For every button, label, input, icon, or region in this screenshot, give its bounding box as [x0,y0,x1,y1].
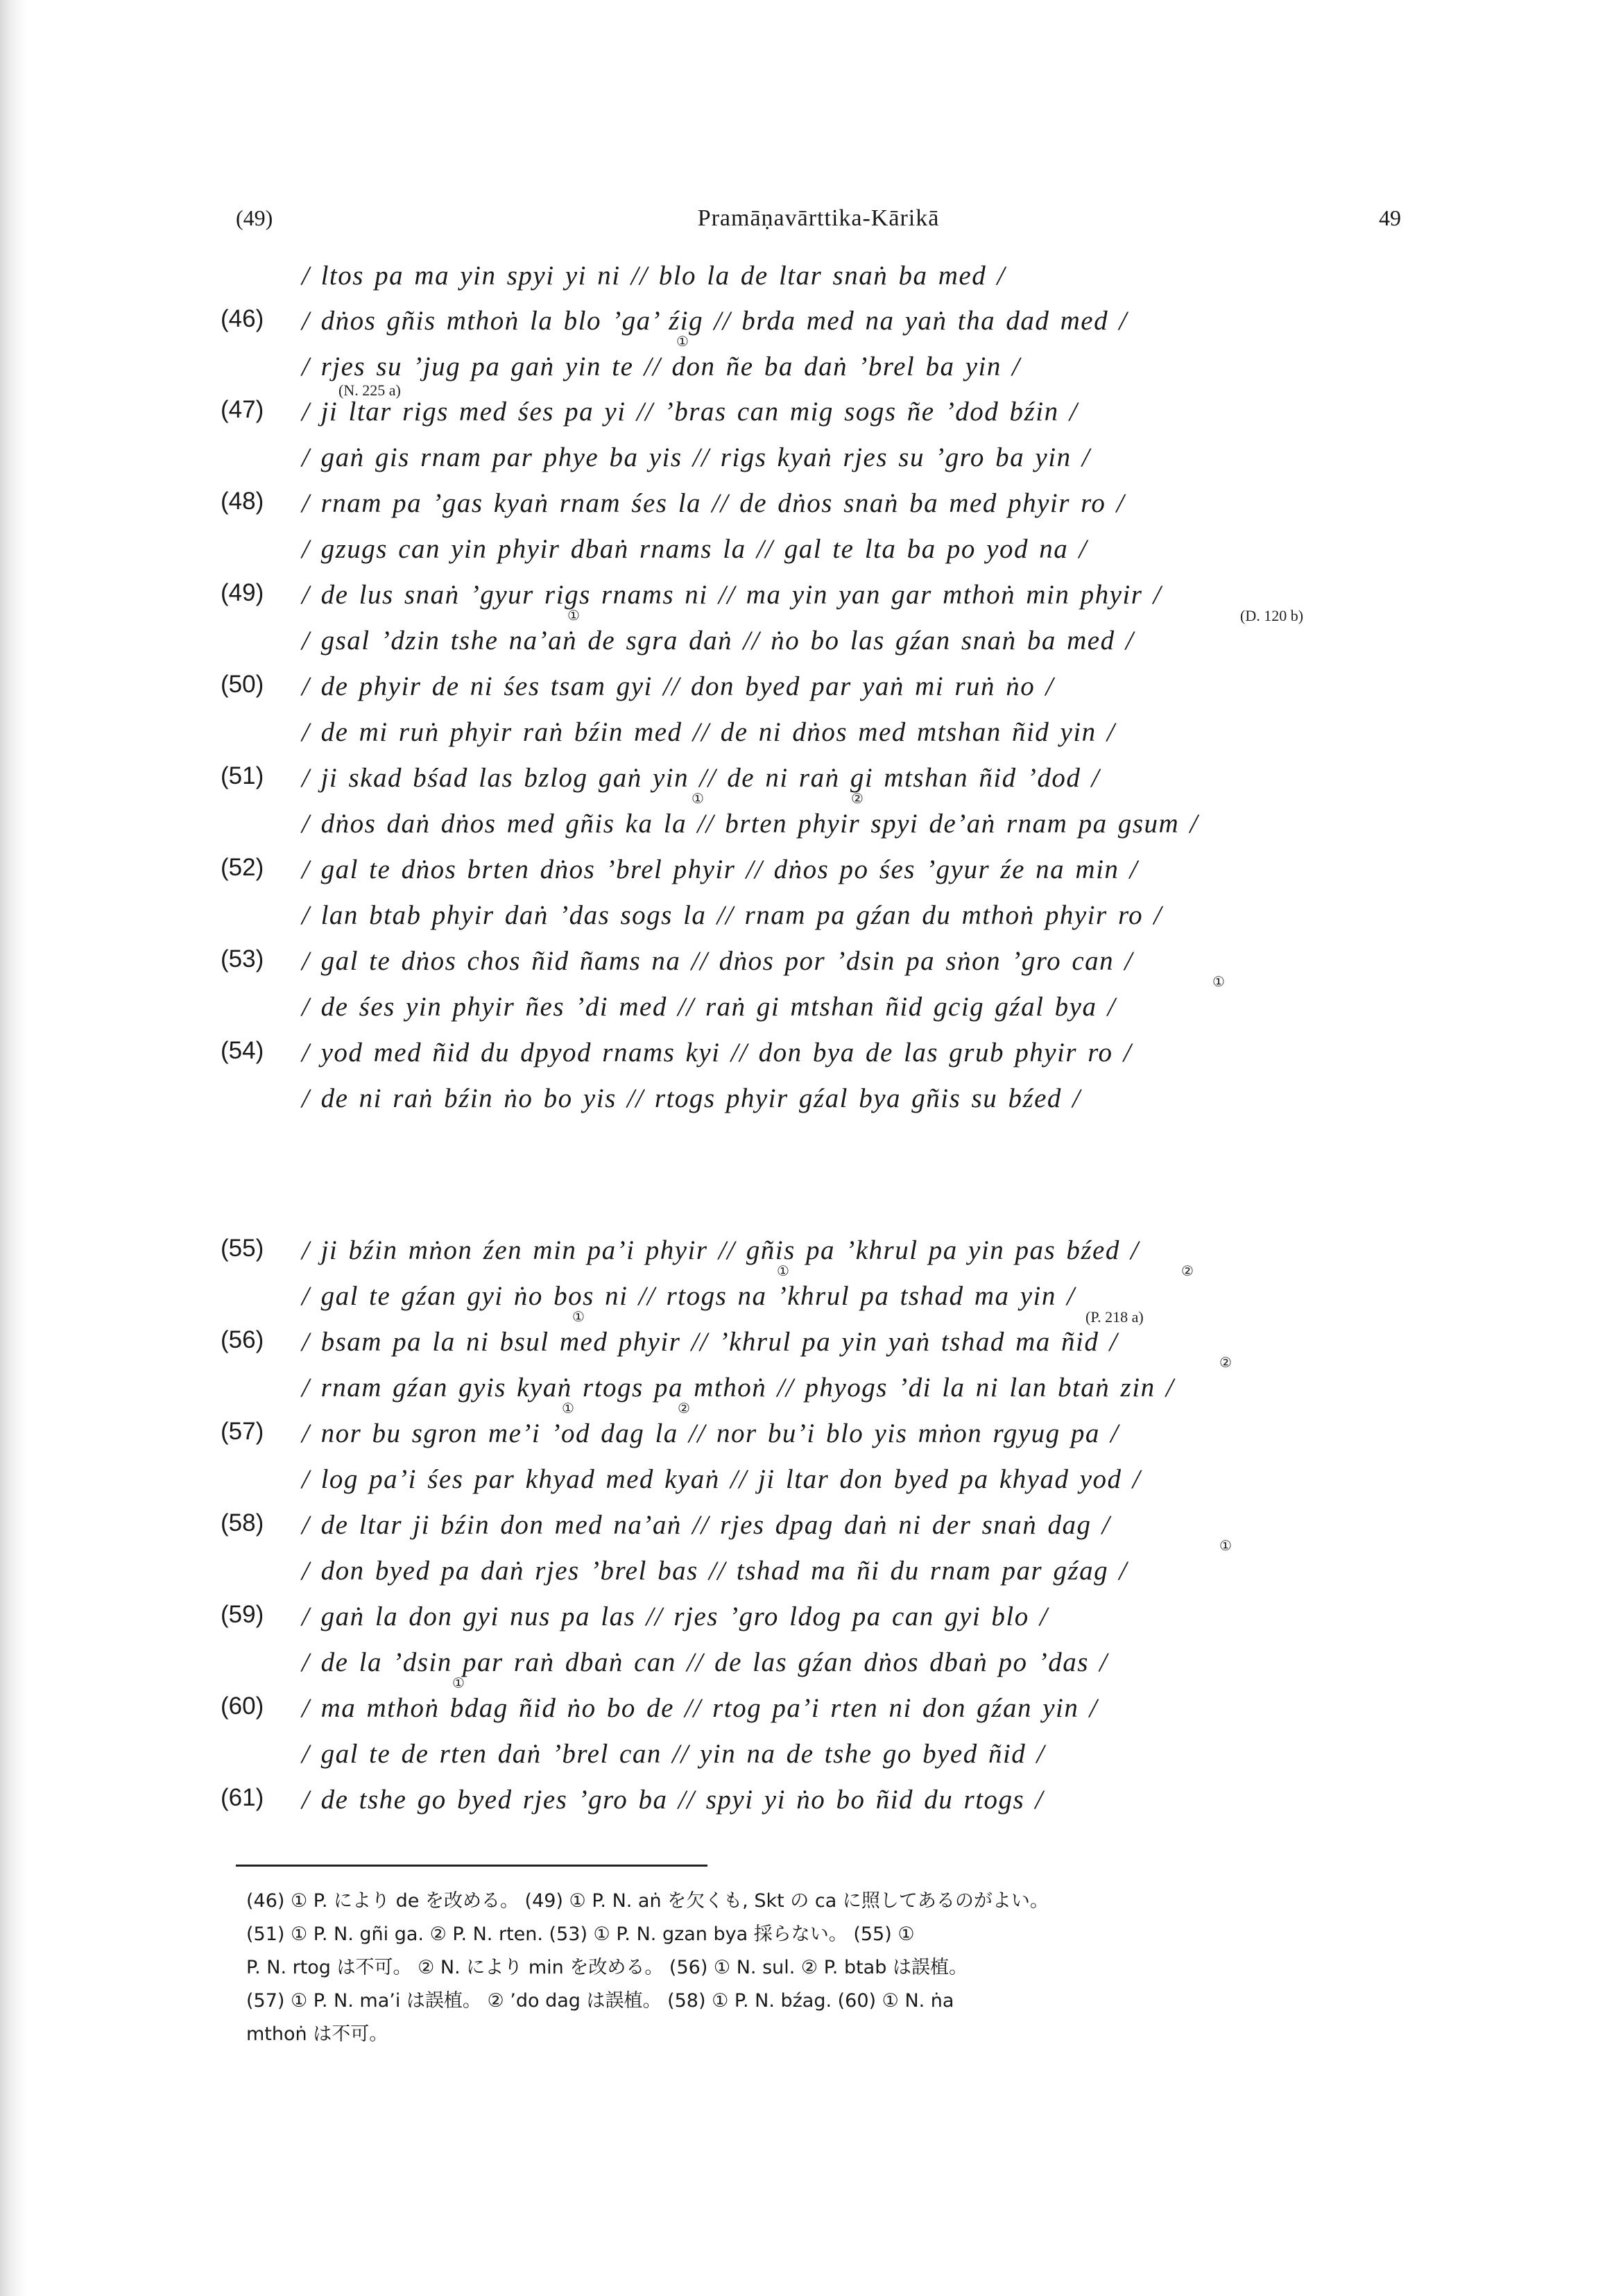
verse-number: (51) [221,762,264,789]
footnote-marker: ② [851,790,864,807]
verse-text: / log pa’i śes par khyad med kyaṅ // ji ltar don byed pa khyad yod / [302,1464,1142,1494]
verse-line [0,762,1623,804]
verse-text: / lan btab phyir daṅ ’das sogs la // rnam pa gźan du mthoṅ phyir ro / [302,900,1162,930]
verse-text: / gaṅ gis rnam par phye ba yis // rigs kyaṅ rjes su ’gro ba yin / [302,443,1091,472]
page-header [236,205,1401,240]
verse-line [0,396,1623,438]
verse-line [0,1647,1623,1688]
verse-line [0,808,1623,850]
verse-line [0,1555,1623,1597]
verse-text: / ji ltar rigs med śes pa yi // ’bras can mig sogs ñe ’dod bźin / [302,397,1079,427]
verse-number: (58) [221,1509,264,1536]
verse-text: / dṅos gñis mthoṅ la blo ’ga’ źig // brda med na yaṅ tha dad med / [302,306,1128,336]
footnote-marker: ① [452,1674,465,1691]
verse-line [0,945,1623,987]
verse-text: / gaṅ la don gyi nus pa las // rjes ’gro ldog pa can gyi blo / [302,1602,1049,1631]
verse-text: / gal te gźan gyi ṅo bos ni // rtogs na ’khrul pa tshad ma yin / [302,1281,1076,1311]
verse-text: / de phyir de ni śes tsam gyi // don byed par yaṅ mi ruṅ ṅo / [302,671,1054,701]
header-page-number: 49 [1379,205,1401,230]
verse-line [0,717,1623,758]
footnote-line: mthoṅ は不可。 [246,2023,388,2045]
footnote-marker: ① [676,333,689,350]
verse-line [0,1509,1623,1551]
verse-number: (60) [221,1693,264,1720]
verse-line [0,1037,1623,1079]
verse-text: / ji skad bśad las bzlog gaṅ yin // de ni raṅ gi mtshan ñid ’dod / [302,763,1101,793]
verse-line [0,1464,1623,1505]
footnote-marker: ① [777,1262,789,1279]
verse-line [0,260,1623,302]
footnote-line: P. N. rtog は不可。 ② N. により min を改める。 (56) ① N. sul. ② P. btab は誤植。 [246,1957,968,1978]
verse-text: / de śes yin phyir ñes ’di med // raṅ gi mtshan ñid gcig gźal bya / [302,992,1117,1022]
verse-line [0,991,1623,1033]
verse-text: / ji bźin mṅon źen min pa’i phyir // gñis pa ’khrul pa yin pas bźed / [302,1235,1140,1265]
verse-text: / gal te dṅos chos ñid ñams na // dṅos por ’dsin pa sṅon ’gro can / [302,946,1133,976]
verse-line [0,1083,1623,1124]
verse-number: (61) [221,1784,264,1811]
footnote-marker: ② [1181,1262,1194,1279]
verse-line [0,1235,1623,1276]
verse-line [0,1601,1623,1643]
folio-siglum: (N. 225 a) [338,382,401,399]
verse-text: / ma mthoṅ bdag ñid ṅo bo de // rtog pa’i rten ni don gźan yin / [302,1693,1098,1723]
verse-text: / don byed pa daṅ rjes ’brel bas // tshad ma ñi du rnam par gźag / [302,1556,1128,1586]
verse-text: / gsal ’dzin tshe na’aṅ de sgra daṅ // ṅo bo las gźan snaṅ ba med / [302,626,1135,656]
footnote-marker: ① [567,607,580,624]
verse-number: (47) [221,396,264,423]
verse-text: / bsam pa la ni bsul med phyir // ’khrul pa yin yaṅ tshad ma ñid / [302,1327,1118,1357]
verse-text: / gzugs can yin phyir dbaṅ rnams la // gal te lta ba po yod na / [302,534,1088,564]
verse-number: (46) [221,305,264,332]
verse-line [0,1784,1623,1826]
folio-siglum: (D. 120 b) [1240,607,1304,624]
verse-text: / de ni raṅ bźin ṅo bo yis // rtogs phyir gźal bya gñis su bźed / [302,1083,1081,1113]
verse-text: / gal te dṅos brten dṅos ’brel phyir // dṅos po śes ’gyur źe na min / [302,855,1138,884]
footnote-marker: ① [1219,1537,1232,1554]
verse-text: / rnam pa ’gas kyaṅ rnam śes la // de dṅos snaṅ ba med phyir ro / [302,488,1126,518]
verse-text: / yod med ñid du dpyod rnams kyi // don bya de las grub phyir ro / [302,1038,1133,1068]
verse-line [0,900,1623,941]
footnote-line: (46) ① P. により de を改める。 (49) ① P. N. aṅ を欠くも, Skt の ca に照してあるのがよい。 [246,1890,1049,1912]
verse-number: (52) [221,854,264,881]
verse-number: (48) [221,488,264,515]
verse-text: / rnam gźan gyis kyaṅ rtogs pa mthoṅ // phyogs ’di la ni lan btaṅ zin / [302,1373,1175,1403]
footnote-line: (57) ① P. N. ma’i は誤植。 ② ’do dag は誤植。 (58) ① P. N. bźag. (60) ① N. ṅa [246,1990,954,2012]
footnote-line: (51) ① P. N. gñi ga. ② P. N. rten. (53) ① P. N. gzan bya 採らない。 (55) ① [246,1924,915,1945]
verse-line [0,1372,1623,1414]
verse-text: / de ltar ji bźin don med na’aṅ // rjes dpag daṅ ni der snaṅ dag / [302,1510,1111,1540]
verse-text: / ltos pa ma yin spyi yi ni // blo la de ltar snaṅ ba med / [302,261,1006,291]
verse-text: / de lus snaṅ ’gyur rigs rnams ni // ma yin yan gar mthoṅ min phyir / [302,580,1162,610]
footnote-marker: ① [572,1308,585,1325]
verse-line [0,671,1623,712]
verse-number: (49) [221,579,264,606]
verse-text: / dṅos daṅ dṅos med gñis ka la // brten phyir spyi de’aṅ rnam pa gsum / [302,809,1199,839]
verse-number: (50) [221,671,264,698]
verse-text: / de tshe go byed rjes ’gro ba // spyi yi ṅo bo ñid du rtogs / [302,1785,1044,1815]
folio-siglum: (P. 218 a) [1085,1308,1144,1326]
verse-line [0,442,1623,483]
verse-line [0,305,1623,347]
verse-line [0,1693,1623,1734]
verse-line [0,1418,1623,1459]
footnote-marker: ① [1212,973,1225,990]
verse-text: / rjes su ’jug pa gaṅ yin te // don ñe ba daṅ ’brel ba yin / [302,352,1021,382]
header-section-number: (49) [236,205,273,230]
footnote-marker: ② [678,1400,690,1416]
footnote-rule [236,1865,707,1867]
verse-text: / de la ’dsin par raṅ dbaṅ can // de las gźan dṅos dbaṅ po ’das / [302,1647,1108,1677]
verse-line [0,533,1623,575]
verse-line [0,1738,1623,1780]
footnote-marker: ② [1219,1354,1232,1371]
verse-number: (55) [221,1235,264,1262]
verse-number: (53) [221,945,264,973]
verse-text: / nor bu sgron me’i ’od dag la // nor bu’i blo yis mṅon rgyug pa / [302,1419,1119,1448]
verse-number: (59) [221,1601,264,1628]
verse-text: / gal te de rten daṅ ’brel can // yin na de tshe go byed ñid / [302,1739,1045,1769]
verse-text: / de mi ruṅ phyir raṅ bźin med // de ni dṅos med mtshan ñid yin / [302,717,1116,747]
verse-line [0,854,1623,896]
verse-number: (57) [221,1418,264,1445]
verse-line [0,1326,1623,1368]
verse-line [0,579,1623,621]
verse-line [0,488,1623,529]
header-title: Pramāṇavārttika-Kārikā [697,205,940,231]
verse-number: (56) [221,1326,264,1353]
verse-line [0,625,1623,667]
verse-line [0,1280,1623,1322]
footnote-marker: ① [692,790,704,807]
verse-number: (54) [221,1037,264,1064]
footnote-marker: ① [562,1400,574,1416]
verse-line [0,351,1623,393]
